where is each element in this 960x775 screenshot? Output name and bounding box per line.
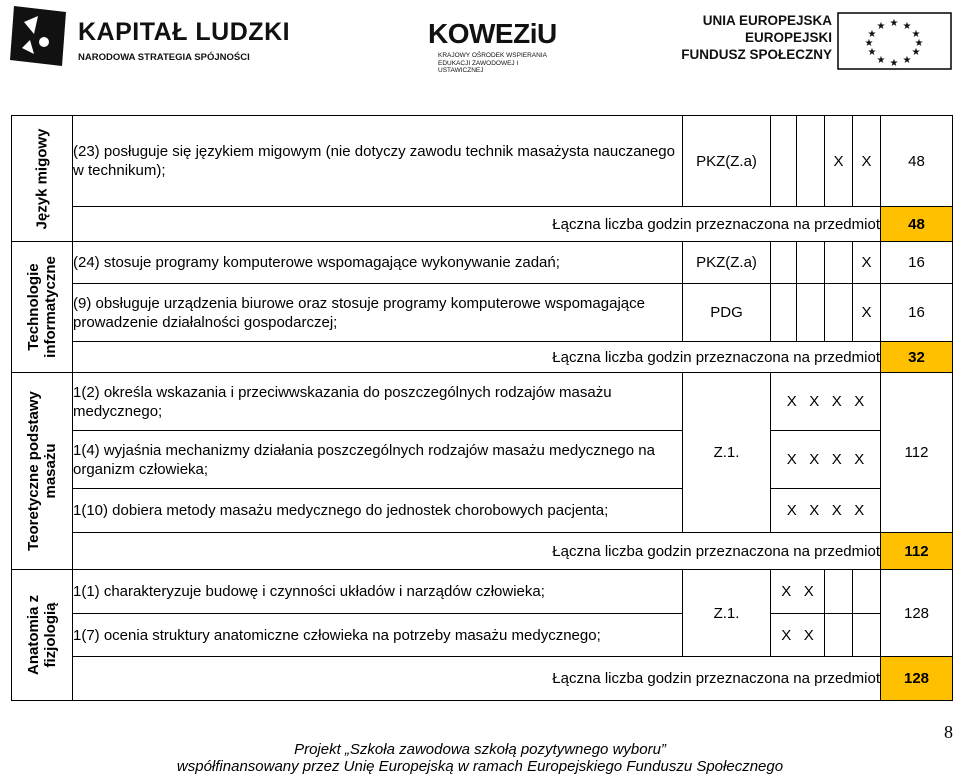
category-cell — [12, 570, 73, 701]
page-number: 8 — [944, 722, 953, 742]
learning-outcome: (9) obsługuje urządzenia biurowe oraz stosuje programy komputerowe wspomagające prowadzenie działalności gospodarczej; — [73, 284, 683, 342]
hours-cell: 16 — [881, 242, 953, 284]
svg-text:★: ★ — [911, 47, 921, 58]
category-label: Anatomia z fizjologią — [25, 594, 59, 676]
hours-cell: 128 — [881, 570, 953, 657]
total-hours: 32 — [881, 342, 953, 373]
total-hours: 48 — [881, 207, 953, 242]
svg-text:★: ★ — [902, 21, 912, 32]
summary-row — [12, 533, 953, 570]
summary-label: Łączna liczba godzin przeznaczona na przedmiot — [73, 533, 881, 570]
table-row — [12, 489, 953, 533]
kowezu-subtitle: KRAJOWY OŚRODEK WSPIERANIA EDUKACJI ZAWODOWEJ I USTAWICZNEJ — [438, 52, 547, 74]
curriculum-table — [11, 115, 953, 701]
svg-text:★: ★ — [889, 58, 899, 69]
learning-outcome: 1(1) charakteryzuje budowę i czynności układów i narządów człowieka; — [73, 570, 683, 614]
kapital-ludzki-subtitle: NARODOWA STRATEGIA SPÓJNOŚCI — [78, 52, 250, 63]
hours-cell: 112 — [881, 373, 953, 533]
mark-cell — [825, 570, 853, 614]
qualification-ref: PKZ(Z.a) — [683, 242, 771, 284]
mark-cell — [771, 242, 797, 284]
mark-cell: X X — [771, 614, 825, 657]
hours-cell: 48 — [881, 116, 953, 207]
svg-text:★: ★ — [867, 47, 877, 58]
category-label: Technologie informatyczne — [25, 256, 59, 358]
learning-outcome: 1(2) określa wskazania i przeciwwskazania do poszczególnych rodzajów masażu medycznego; — [73, 373, 683, 431]
mark-cell — [825, 284, 853, 342]
ue-line-2: EUROPEJSKI — [744, 30, 832, 45]
summary-label: Łączna liczba godzin przeznaczona na przedmiot — [73, 342, 881, 373]
learning-outcome: (24) stosuje programy komputerowe wspomagające wykonywanie zadań; — [73, 242, 683, 284]
svg-text:★: ★ — [902, 55, 912, 66]
footer-line-1: Projekt „Szkoła zawodowa szkołą pozytywnego wyboru” — [294, 741, 666, 758]
table-row — [12, 242, 953, 284]
hours-cell: 16 — [881, 284, 953, 342]
learning-outcome: 1(4) wyjaśnia mechanizmy działania poszczególnych rodzajów masażu medycznego na organizm człowieka; — [73, 431, 683, 489]
mark-cell — [797, 116, 825, 207]
svg-text:★: ★ — [867, 29, 877, 40]
learning-outcome: (23) posługuje się językiem migowym (nie dotyczy zawodu technik masażysta nauczanego w technikum); — [73, 116, 683, 207]
mark-cell: X X X X — [771, 431, 881, 489]
mark-cell: X — [853, 116, 881, 207]
table-row — [12, 116, 953, 207]
mark-cell: X — [825, 116, 853, 207]
kowezu-title: KOWEZiU — [428, 18, 557, 49]
svg-text:★: ★ — [864, 38, 874, 49]
footer-line-2: współfinansowany przez Unię Europejską w ramach Europejskiego Funduszu Społecznego — [176, 758, 784, 775]
mark-cell: X X X X — [771, 489, 881, 533]
mark-cell — [771, 284, 797, 342]
svg-text:★: ★ — [911, 29, 921, 40]
mark-cell: X — [853, 242, 881, 284]
mark-cell: X X X X — [771, 373, 881, 431]
kowezu-logo — [428, 10, 568, 72]
kapital-ludzki-title: KAPITAŁ LUDZKI — [78, 18, 291, 46]
mark-cell — [825, 242, 853, 284]
table-row — [12, 431, 953, 489]
svg-text:★: ★ — [876, 21, 886, 32]
table-row — [12, 570, 953, 614]
mark-cell — [825, 614, 853, 657]
mark-cell: X X — [771, 570, 825, 614]
total-hours: 128 — [881, 657, 953, 701]
category-label: Język migowy — [33, 128, 51, 229]
qualification-ref: Z.1. — [683, 570, 771, 657]
ue-efs-logo — [672, 12, 952, 72]
svg-text:★: ★ — [876, 55, 886, 66]
category-cell — [12, 373, 73, 570]
eu-flag-icon — [837, 12, 952, 70]
ue-line-1: UNIA EUROPEJSKA — [702, 13, 832, 28]
summary-row — [12, 207, 953, 242]
ue-text — [681, 12, 832, 63]
learning-outcome: 1(7) ocenia struktury anatomiczne człowieka na potrzeby masażu medycznego; — [73, 614, 683, 657]
table-row — [12, 373, 953, 431]
svg-text:★: ★ — [889, 18, 899, 29]
mark-cell — [797, 284, 825, 342]
summary-label: Łączna liczba godzin przeznaczona na przedmiot — [73, 207, 881, 242]
mark-cell — [797, 242, 825, 284]
summary-row — [12, 342, 953, 373]
mark-cell: X — [853, 284, 881, 342]
category-cell — [12, 242, 73, 373]
kapital-ludzki-emblem-icon — [8, 4, 70, 70]
mark-cell — [771, 116, 797, 207]
total-hours: 112 — [881, 533, 953, 570]
ue-line-3: FUNDUSZ SPOŁECZNY — [681, 47, 832, 62]
summary-row — [12, 657, 953, 701]
table-row — [12, 284, 953, 342]
category-cell — [12, 116, 73, 242]
qualification-ref: PKZ(Z.a) — [683, 116, 771, 207]
learning-outcome: 1(10) dobiera metody masażu medycznego do jednostek chorobowych pacjenta; — [73, 489, 683, 533]
qualification-ref: PDG — [683, 284, 771, 342]
mark-cell — [853, 570, 881, 614]
qualification-ref: Z.1. — [683, 373, 771, 533]
summary-label: Łączna liczba godzin przeznaczona na przedmiot — [73, 657, 881, 701]
category-label: Teoretyczne podstawy masażu — [25, 391, 59, 551]
mark-cell — [853, 614, 881, 657]
table-row — [12, 614, 953, 657]
svg-text:★: ★ — [914, 38, 924, 49]
kapital-ludzki-logo — [8, 4, 291, 74]
